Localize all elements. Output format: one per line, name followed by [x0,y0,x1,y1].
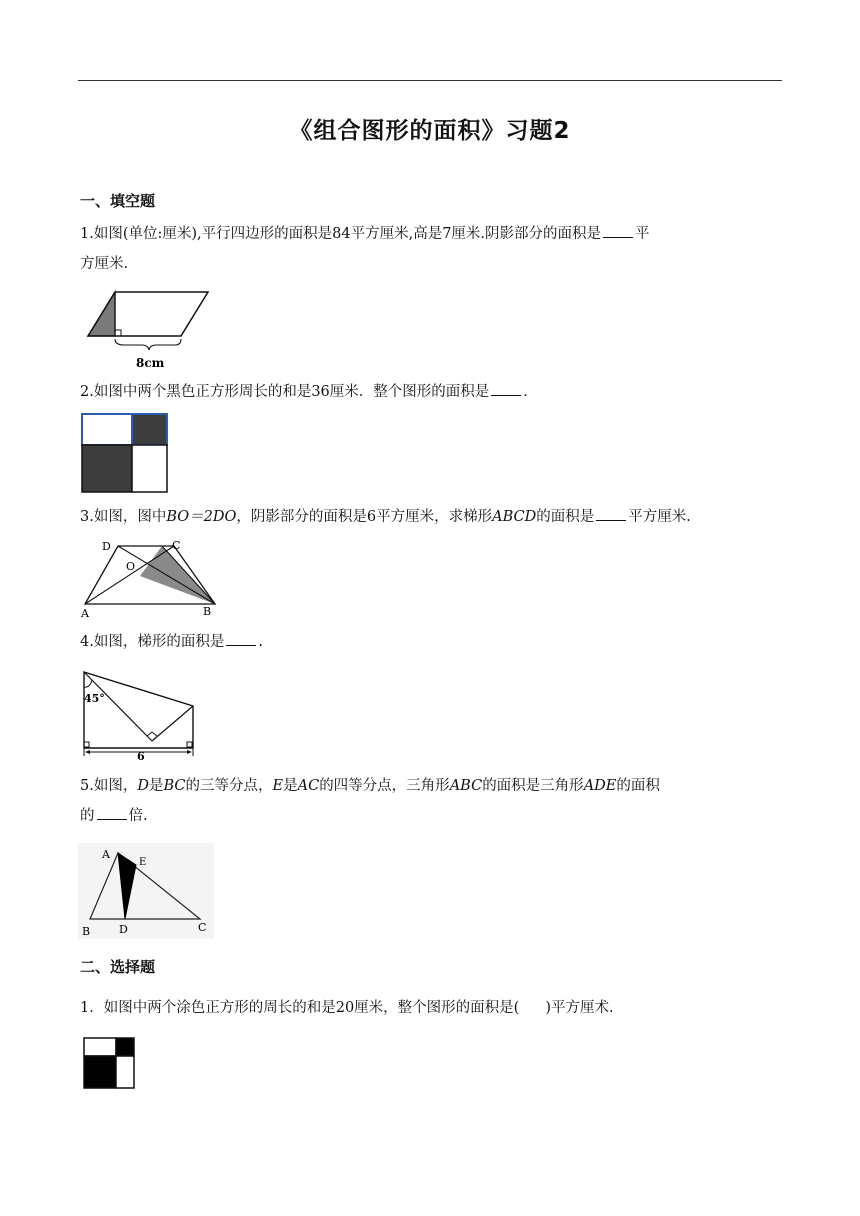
svg-text:A: A [102,848,110,861]
length-label: 6 [137,750,145,762]
angle-label: 45° [84,692,105,705]
question-5: 5.如图，D是BC的三等分点，E是AC的四等分点，三角形ABC的面积是三角形ADE的面积 的 倍. [80,778,660,824]
svg-text:D: D [102,540,111,553]
section-heading-fill-in: 一、填空题 [80,192,156,210]
svg-text:C: C [198,921,207,934]
choice-question-1: 1．如图中两个涂色正方形的周长的和是20厘米，整个图形的面积是( )平方厘术. [80,993,785,1023]
svg-text:E: E [139,857,147,868]
formula: BO＝2DO [166,509,237,525]
page-title: 《组合图形的面积》习题2 [289,118,571,144]
answer-blank[interactable] [603,223,633,238]
trapezoid-figure [80,536,220,620]
question-1-text: 1.如图(单位:厘米),平行四边形的面积是84平方厘米,高是7厘米.阴影部分的面积是 [80,226,602,242]
answer-paren[interactable] [519,993,545,1023]
answer-blank[interactable] [491,381,521,396]
question-1: 1.如图(单位:厘米),平行四边形的面积是84平方厘米,高是7厘米.阴影部分的面积是 平 方厘米. [80,219,785,279]
svg-text:B: B [82,925,91,938]
svg-text:O: O [126,560,136,573]
section-heading-multiple-choice: 二、选择题 [80,958,156,976]
question-4: 4.如图，梯形的面积是 . [80,627,785,657]
answer-blank[interactable] [596,506,626,521]
svg-text:B: B [203,605,212,618]
answer-blank[interactable] [97,805,127,820]
question-3: 3.如图，图中BO＝2DO，阴影部分的面积是6平方厘米，求梯形ABCD的面积是 平方厘米. [80,502,785,532]
svg-text:A: A [81,607,89,620]
question-2-text: 2.如图中两个黑色正方形周长的和是36厘米．整个图形的面积是 [80,384,490,400]
header-rule [78,80,782,81]
parallelogram-figure [80,288,220,372]
squares-figure [80,412,172,496]
triangle-figure [78,843,214,939]
right-trapezoid-figure [80,668,198,762]
base-label: 8cm [136,356,165,370]
svg-text:D: D [119,923,128,936]
shaded-squares-figure [82,1036,138,1092]
svg-text:C: C [172,539,181,552]
question-2: 2.如图中两个黑色正方形周长的和是36厘米．整个图形的面积是 ． [80,377,785,407]
answer-blank[interactable] [226,631,256,646]
